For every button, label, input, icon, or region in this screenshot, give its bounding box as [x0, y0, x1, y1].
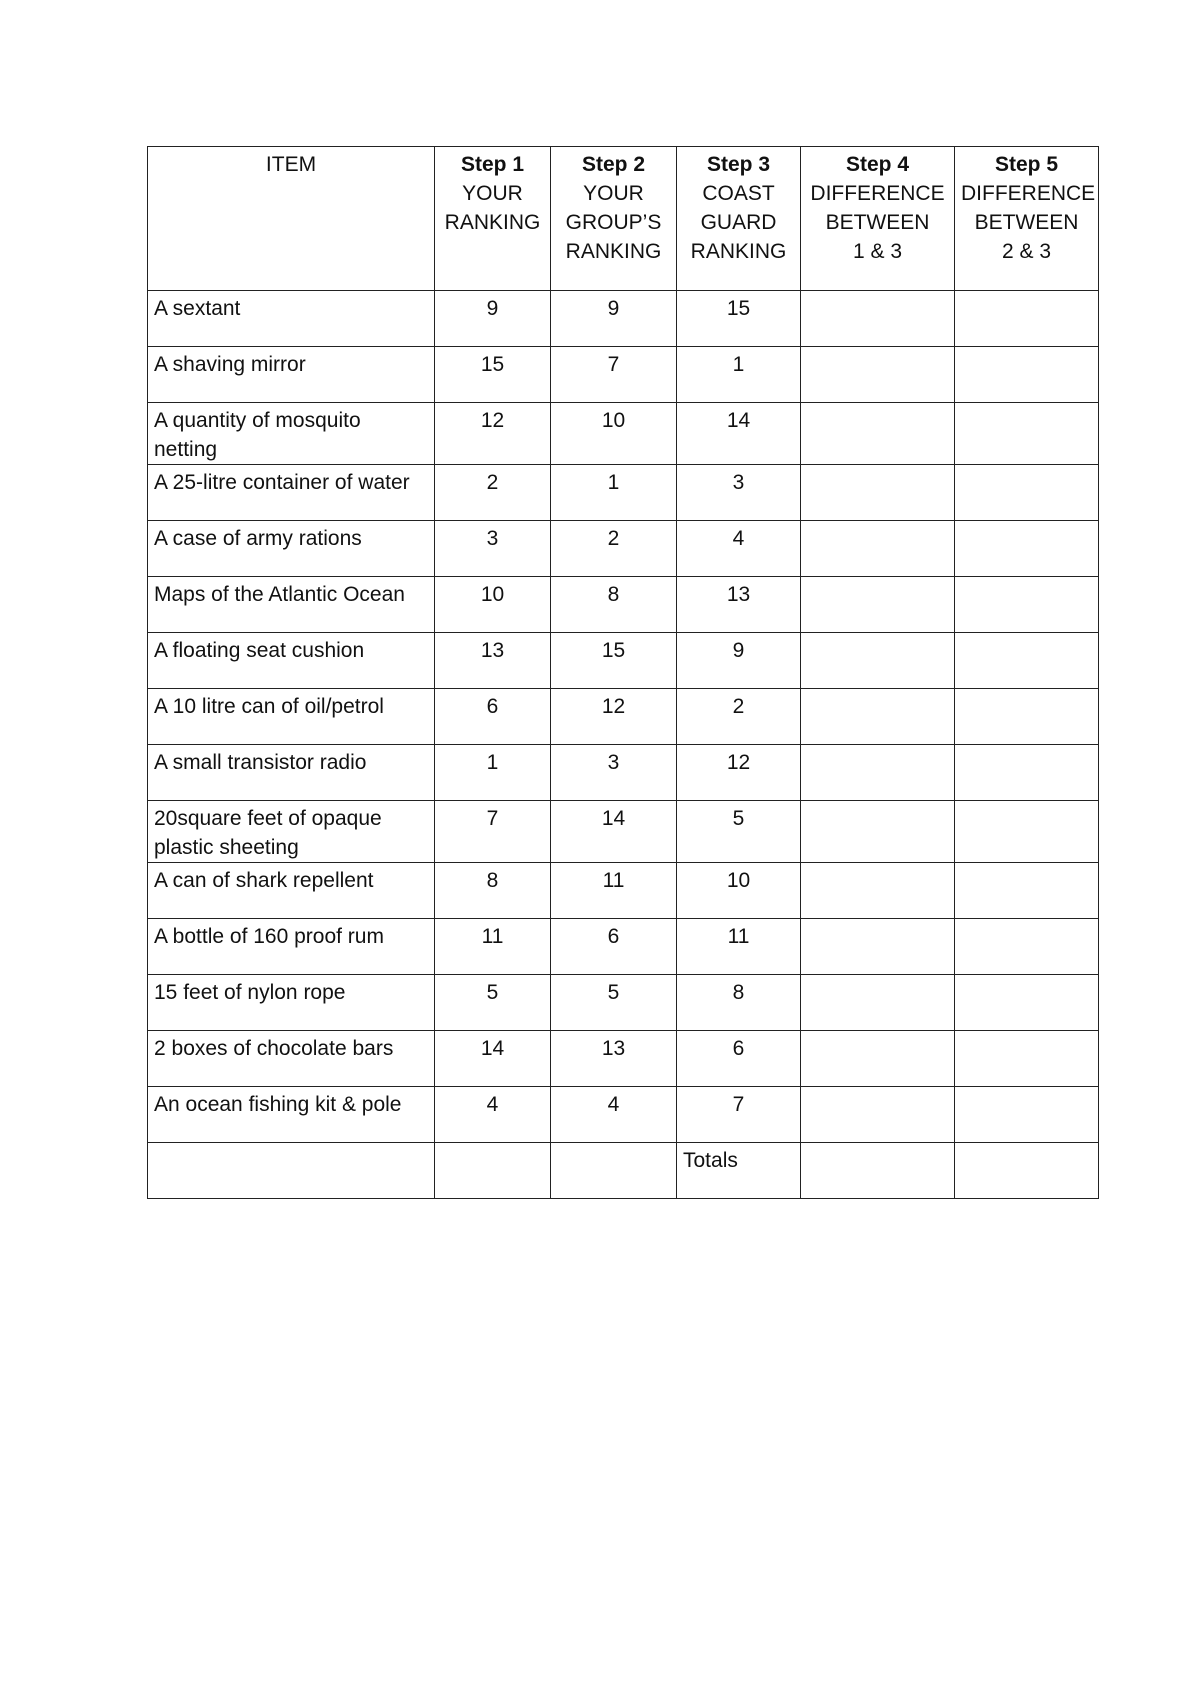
header-step-1-subtitle: YOUR RANKING	[444, 182, 541, 234]
step-5-cell[interactable]	[955, 347, 1099, 403]
step-2-cell: 13	[551, 1031, 677, 1087]
step-4-cell[interactable]	[801, 577, 955, 633]
step-5-cell[interactable]	[955, 1087, 1099, 1143]
step-5-cell[interactable]	[955, 403, 1099, 465]
totals-step-4-cell[interactable]	[801, 1143, 955, 1199]
step-1-cell: 15	[435, 347, 551, 403]
step-4-cell[interactable]	[801, 863, 955, 919]
header-step-4-title: Step 4	[845, 153, 910, 176]
step-2-cell: 11	[551, 863, 677, 919]
table-row	[148, 521, 1099, 577]
header-step-3	[677, 147, 801, 291]
table-row	[148, 975, 1099, 1031]
step-5-cell[interactable]	[955, 801, 1099, 863]
header-step-5	[955, 147, 1099, 291]
item-name: A quantity of mosquito netting	[148, 403, 435, 465]
step-3-cell: 10	[677, 863, 801, 919]
step-4-cell[interactable]	[801, 403, 955, 465]
table-row	[148, 347, 1099, 403]
step-5-cell[interactable]	[955, 975, 1099, 1031]
step-2-cell: 6	[551, 919, 677, 975]
header-step-2-title: Step 2	[581, 153, 646, 176]
item-name: 15 feet of nylon rope	[148, 975, 435, 1031]
table-row	[148, 1031, 1099, 1087]
item-name: A sextant	[148, 291, 435, 347]
totals-empty-step-1	[435, 1143, 551, 1199]
step-2-cell: 2	[551, 521, 677, 577]
step-5-cell[interactable]	[955, 577, 1099, 633]
step-5-cell[interactable]	[955, 689, 1099, 745]
table-row	[148, 689, 1099, 745]
step-4-cell[interactable]	[801, 347, 955, 403]
step-3-cell: 12	[677, 745, 801, 801]
step-4-cell[interactable]	[801, 801, 955, 863]
item-name: 2 boxes of chocolate bars	[148, 1031, 435, 1087]
table-body	[148, 291, 1099, 1143]
step-3-cell: 1	[677, 347, 801, 403]
step-5-cell[interactable]	[955, 745, 1099, 801]
step-2-cell: 9	[551, 291, 677, 347]
step-4-cell[interactable]	[801, 1031, 955, 1087]
step-5-cell[interactable]	[955, 633, 1099, 689]
step-5-cell[interactable]	[955, 919, 1099, 975]
step-3-cell: 15	[677, 291, 801, 347]
table-row	[148, 919, 1099, 975]
item-name: 20square feet of opaque plastic sheeting	[148, 801, 435, 863]
header-item: ITEM	[148, 147, 435, 291]
step-4-cell[interactable]	[801, 919, 955, 975]
totals-label: Totals	[677, 1143, 801, 1199]
table-row	[148, 291, 1099, 347]
step-2-cell: 3	[551, 745, 677, 801]
step-4-cell[interactable]	[801, 291, 955, 347]
totals-empty-step-2	[551, 1143, 677, 1199]
step-3-cell: 13	[677, 577, 801, 633]
totals-empty-item	[148, 1143, 435, 1199]
step-5-cell[interactable]	[955, 465, 1099, 521]
step-1-cell: 9	[435, 291, 551, 347]
step-4-cell[interactable]	[801, 1087, 955, 1143]
table-row	[148, 863, 1099, 919]
step-1-cell: 1	[435, 745, 551, 801]
step-4-cell[interactable]	[801, 465, 955, 521]
table-row	[148, 745, 1099, 801]
step-1-cell: 11	[435, 919, 551, 975]
item-name: A floating seat cushion	[148, 633, 435, 689]
step-1-cell: 8	[435, 863, 551, 919]
step-3-cell: 14	[677, 403, 801, 465]
step-2-cell: 8	[551, 577, 677, 633]
step-3-cell: 8	[677, 975, 801, 1031]
step-1-cell: 4	[435, 1087, 551, 1143]
step-4-cell[interactable]	[801, 689, 955, 745]
step-1-cell: 13	[435, 633, 551, 689]
step-3-cell: 3	[677, 465, 801, 521]
step-2-cell: 1	[551, 465, 677, 521]
ranking-table	[147, 146, 1099, 1199]
step-3-cell: 5	[677, 801, 801, 863]
header-step-5-title: Step 5	[994, 153, 1059, 176]
step-3-cell: 6	[677, 1031, 801, 1087]
item-name: An ocean fishing kit & pole	[148, 1087, 435, 1143]
header-step-2-subtitle: YOUR GROUP’S RANKING	[565, 182, 662, 263]
step-1-cell: 2	[435, 465, 551, 521]
item-name: A small transistor radio	[148, 745, 435, 801]
step-2-cell: 15	[551, 633, 677, 689]
header-step-4-subtitle: DIFFERENCE BETWEEN 1 & 3	[810, 182, 945, 263]
item-name: A bottle of 160 proof rum	[148, 919, 435, 975]
step-2-cell: 7	[551, 347, 677, 403]
item-name: Maps of the Atlantic Ocean	[148, 577, 435, 633]
header-step-5-subtitle: DIFFERENCE BETWEEN 2 & 3	[961, 182, 1096, 263]
header-step-1-title: Step 1	[460, 153, 525, 176]
table-row	[148, 465, 1099, 521]
item-name: A 25-litre container of water	[148, 465, 435, 521]
table-row	[148, 801, 1099, 863]
totals-step-5-cell[interactable]	[955, 1143, 1099, 1199]
step-4-cell[interactable]	[801, 633, 955, 689]
step-3-cell: 4	[677, 521, 801, 577]
totals-row	[148, 1143, 1099, 1199]
header-step-3-subtitle: COAST GUARD RANKING	[690, 182, 787, 263]
step-2-cell: 12	[551, 689, 677, 745]
step-1-cell: 5	[435, 975, 551, 1031]
table-row	[148, 577, 1099, 633]
step-2-cell: 10	[551, 403, 677, 465]
step-5-cell[interactable]	[955, 291, 1099, 347]
step-2-cell: 5	[551, 975, 677, 1031]
step-1-cell: 14	[435, 1031, 551, 1087]
table-row	[148, 1087, 1099, 1143]
step-4-cell[interactable]	[801, 745, 955, 801]
header-step-2	[551, 147, 677, 291]
item-name: A case of army rations	[148, 521, 435, 577]
header-step-3-title: Step 3	[706, 153, 771, 176]
step-3-cell: 2	[677, 689, 801, 745]
step-3-cell: 9	[677, 633, 801, 689]
step-1-cell: 10	[435, 577, 551, 633]
table-row	[148, 403, 1099, 465]
header-step-1	[435, 147, 551, 291]
item-name: A 10 litre can of oil/petrol	[148, 689, 435, 745]
header-step-4	[801, 147, 955, 291]
header-row	[148, 147, 1099, 291]
step-1-cell: 6	[435, 689, 551, 745]
step-4-cell[interactable]	[801, 521, 955, 577]
item-name: A shaving mirror	[148, 347, 435, 403]
item-name: A can of shark repellent	[148, 863, 435, 919]
step-1-cell: 7	[435, 801, 551, 863]
step-3-cell: 7	[677, 1087, 801, 1143]
table-row	[148, 633, 1099, 689]
step-2-cell: 14	[551, 801, 677, 863]
step-4-cell[interactable]	[801, 975, 955, 1031]
step-5-cell[interactable]	[955, 521, 1099, 577]
step-5-cell[interactable]	[955, 863, 1099, 919]
step-5-cell[interactable]	[955, 1031, 1099, 1087]
step-3-cell: 11	[677, 919, 801, 975]
step-1-cell: 3	[435, 521, 551, 577]
step-1-cell: 12	[435, 403, 551, 465]
step-2-cell: 4	[551, 1087, 677, 1143]
